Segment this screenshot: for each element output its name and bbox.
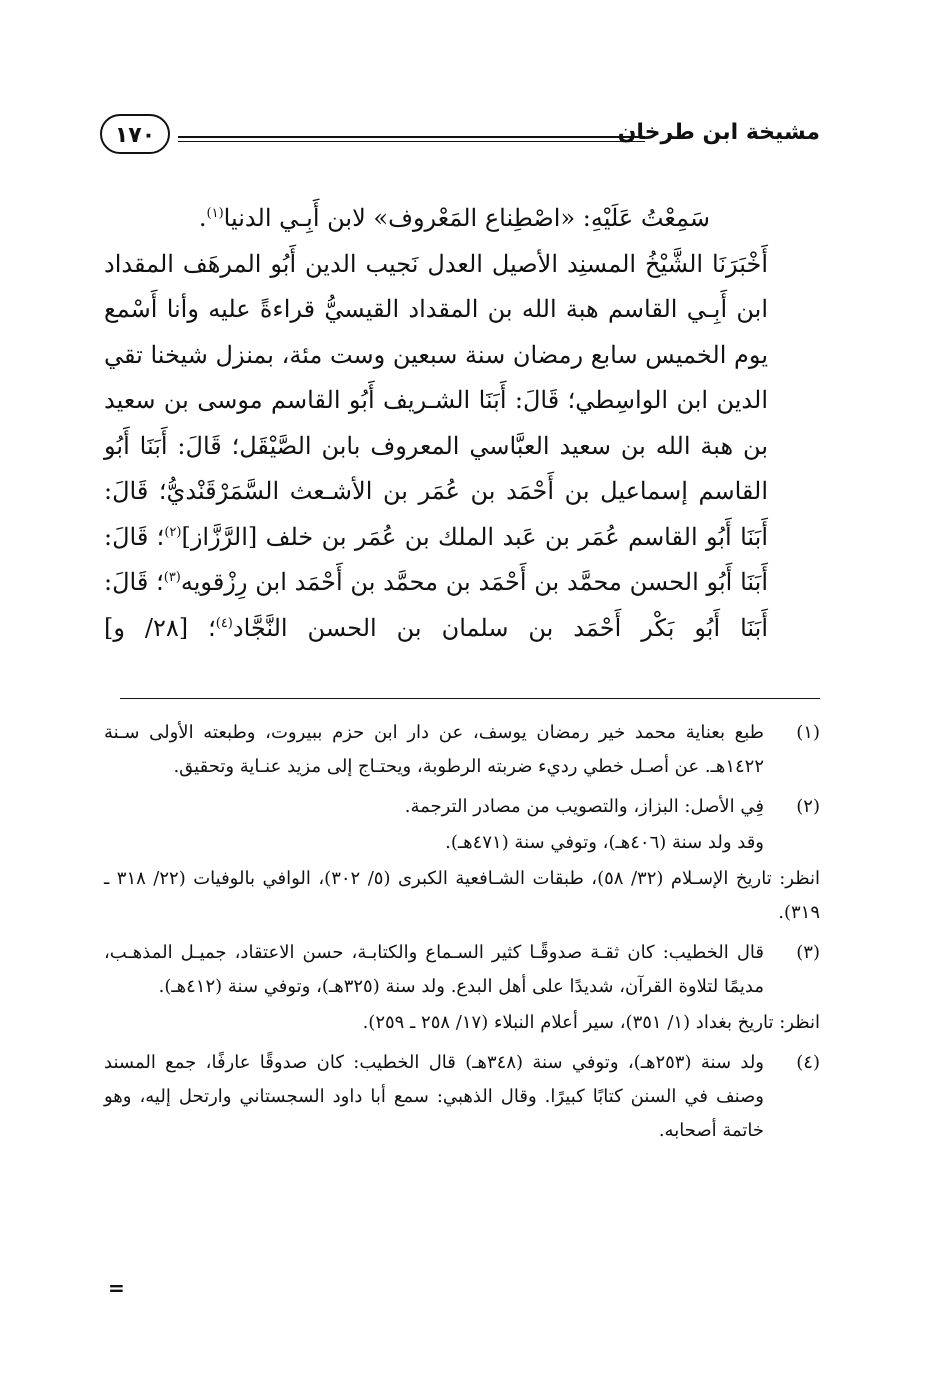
header-rule-thin <box>178 141 645 142</box>
running-title: مشيخة ابن طرخان <box>617 120 820 145</box>
footnote-separator <box>120 698 820 699</box>
footnote-2 <box>104 790 820 930</box>
footnote-1 <box>104 716 820 784</box>
footnote-text: طبع بعناية محمد خير رمضان يوسف، عن دار ابن حزم ببيروت، وطبعته الأولى سـنة ١٤٢٢هـ. عن أصـل خطي رديء ضربته الرطوبة، ويحتـاج إلى مزيد عنـاية وتحقيق. <box>104 722 764 777</box>
running-header <box>100 112 820 164</box>
footnotes <box>104 716 820 1148</box>
paragraph-heard <box>104 196 820 242</box>
isnad-text-d: ؛ [٢٨/ و] <box>104 613 216 642</box>
footnote-3 <box>104 936 820 1040</box>
footnote-number: (٢) <box>796 796 820 817</box>
heard-end: . <box>198 204 207 232</box>
header-rule <box>178 136 645 138</box>
footnote-text: وقد ولد سنة (٤٠٦هـ)، وتوفي سنة (٤٧١هـ). <box>445 832 764 853</box>
footnote-ref-2[interactable]: (٢) <box>164 524 182 540</box>
footnote-text: فِي الأصل: البزاز، والتصويب من مصادر الترجمة. <box>404 796 764 817</box>
isnad-text-a: أَخْبَرَنَا الشَّيْخُ المسنِد الأصيل العدل نَجيب الدين أَبُو المرهَف المقداد ابن أَبِـي القاسم هبة الله بن المقداد القيسيُّ قراءةً عليه وأنا أَسْمع يوم الخميس سابع رمضان سنة سبعين وست مئة، بمنزل شيخنا تقي الدين ابن الواسِطي؛ قَالَ: أَبَنَا الشـريف أَبُو القاسم موسى بن سعيد بن هبة الله بن سعيد العبَّاسي المعروف بابن الصَّيْقَل؛ قَالَ: أَبَنَا أَبُو القاسم إسماعيل بن أَحْمَد بن عُمَر بن الأشـعث السَّمَرْقَنْديُّ؛ قَالَ: أَبَنَا أَبُو القاسم عُمَر بن عَبد الملك بن عُمَر بن خلف [الرَّزَّاز] <box>104 249 768 551</box>
footnote-text: ولد سنة (٢٥٣هـ)، وتوفي سنة (٣٤٨هـ) قال الخطيب: كان صدوقًا عارفًا، جمع المسند وصنف في السنن كتابًا كبيرًا. وقال الذهبي: سمع أبا داود السجستاني وارتحل إليه، وهو خاتمة أصحابه. <box>104 1052 764 1141</box>
footnote-number: (٤) <box>796 1052 820 1073</box>
isnad-text-b: ؛ قَالَ: أَبَنَا أَبُو الحسن محمَّد بن أَحْمَد بن محمَّد بن أَحْمَد ابن رِزْقويه <box>104 522 768 596</box>
footnote-text: قال الخطيب: كان ثقـة صدوقًـا كثير السـماع والكتابـة، حسن الاعتقاد، جميـل المذهـب، مديمًا لتلاوة القرآن، شديدًا على أهل البدع. ولد سنة (٣٢٥هـ)، وتوفي سنة (٤١٢هـ). <box>104 942 764 997</box>
footnote-text: انظر: تاريخ الإسـلام (٣٢/ ٥٨)، طبقات الشـافعية الكبرى (٥/ ٣٠٢)، الوافي بالوفيات (٢٢/ ٣١٨ ـ ٣١٩). <box>104 868 820 923</box>
page-number-badge: ١٧٠ <box>100 114 170 154</box>
isnad-text-c: ؛ قَالَ: أَبَنَا أَبُو بَكْر أَحْمَد بن سلمان بن الحسن النَّجَّاد <box>104 568 768 642</box>
footnote-number: (١) <box>796 722 820 743</box>
paragraph-isnad <box>104 242 820 652</box>
footnote-ref-1[interactable]: (١) <box>206 206 224 221</box>
main-text <box>104 196 820 651</box>
footnote-4 <box>104 1046 820 1148</box>
footnote-ref-3[interactable]: (٣) <box>163 570 181 585</box>
continuation-mark: = <box>108 1276 125 1300</box>
footnote-number: (٣) <box>796 942 820 963</box>
footnote-ref-4[interactable]: (٤) <box>215 615 233 631</box>
footnote-text: انظر: تاريخ بغداد (١/ ٣٥١)، سير أعلام النبلاء (١٧/ ٢٥٨ ـ ٢٥٩). <box>362 1012 820 1033</box>
heard-text: سَمِعْتُ عَلَيْهِ: «اصْطِناع المَعْروف» لابن أَبِـي الدنيا <box>223 204 710 232</box>
